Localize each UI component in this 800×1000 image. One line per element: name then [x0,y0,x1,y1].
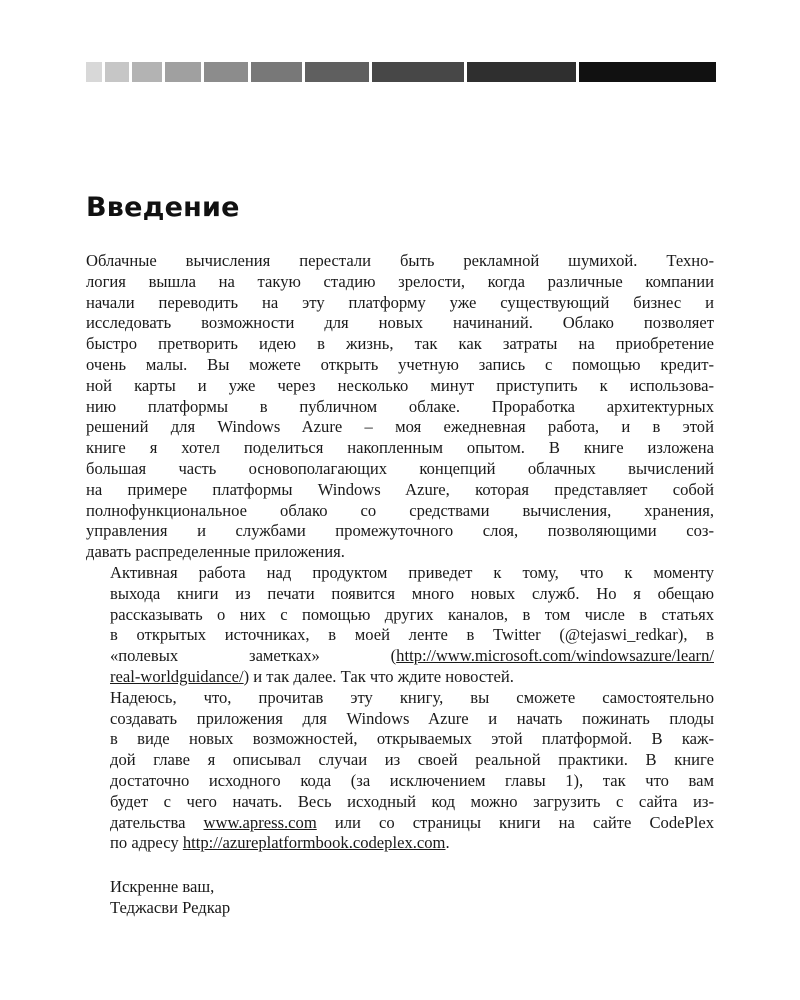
bar-segment [372,62,464,82]
text-line: Облачные вычисления перестали быть рекламной шумихой. Техно- [86,251,714,270]
text-line: начали переводить на эту платформу уже существующий бизнес и [86,292,714,312]
signature-closing: Искренне ваш, [110,877,215,896]
text-line: дой главе я описывал случаи из своей реальной практики. В книге [110,750,714,770]
text-line [86,646,714,667]
text-line: исследовать возможности для новых начинаний. Облако позволяет [86,313,714,333]
bar-segment [165,62,201,82]
text-segment: «полевых заметках» ( [110,646,397,666]
bar-segment [204,62,248,82]
text-line: управления и службами промежуточного слоя, позволяющими соз- [86,521,714,541]
text-line: создавать приложения для Windows Azure и начать пожинать плоды [110,708,714,728]
paragraph-3 [86,688,714,854]
text-line: полнофункциональное облако со средствами вычисления, хранения, [86,500,714,520]
signature-author: Теджасви Редкар [110,898,231,917]
text-line: решений для Windows Azure – моя ежедневная работа, и в этой [86,417,714,437]
paragraph-1 [86,251,714,563]
page-title: Введение [86,192,240,223]
text-line: ной карты и уже через несколько минут приступить к использова- [86,375,714,395]
bar-segment [305,62,369,82]
text-line: рассказывать о них с помощью других каналов, в том числе в статьях [110,604,714,624]
apress-link[interactable]: www.apress.com [203,812,317,832]
paragraph-2 [86,563,714,688]
text-line: достаточно исходного кода (за исключением главы 1), так что вам [110,770,714,790]
text-line: в виде новых возможностей, открываемых этой платформой. В каж- [110,729,714,749]
text-line: будет с чего начать. Весь исходный код можно загрузить с сайта из- [110,791,714,811]
text-line: на примере платформы Windows Azure, которая представляет собой [86,479,714,499]
text-segment: ) и так далее. Так что ждите новостей. [243,666,514,686]
microsoft-guidance-link-continued[interactable]: real-worldguidance/ [110,666,244,686]
text-line [86,813,714,834]
text-line [86,667,714,688]
text-line: очень малы. Вы можете открыть учетную запись с помощью кредит- [86,354,714,374]
microsoft-guidance-link[interactable]: http://www.microsoft.com/windowsazure/learn/ [396,646,714,666]
text-line: Надеюсь, что, прочитав эту книгу, вы сможете самостоятельно [110,687,714,707]
bar-segment [132,62,162,82]
text-line: Активная работа над продуктом приведет к тому, что к моменту [110,562,714,582]
text-segment: по адресу [110,833,183,853]
text-line: в открытых источниках, в моей ленте в Twitter (@tejaswi_redkar), в [110,625,714,645]
bar-segment [467,62,577,82]
text-segment: дательства [110,812,204,832]
bar-segment [251,62,303,82]
text-line: давать распределенные приложения. [86,542,345,562]
text-line [86,833,714,854]
body-text [86,251,714,854]
text-line: логия вышла на такую стадию зрелости, когда различные компании [86,271,714,291]
bar-segment [86,62,102,82]
text-line: выхода книги из печати появится много новых служб. Но я обещаю [110,583,714,603]
header-gradient-bar [86,62,716,82]
signature-block [110,876,230,918]
text-line: большая часть основополагающих концепций облачных вычислений [86,458,714,478]
text-segment: . [445,833,450,853]
bar-segment [105,62,129,82]
text-segment: или со страницы книги на сайте CodePlex [316,812,714,832]
text-line: книге я хотел поделиться накопленным опытом. В книге изложена [86,438,714,458]
codeplex-link[interactable]: http://azureplatformbook.codeplex.com [182,833,446,853]
bar-segment [579,62,716,82]
text-line: нию платформы в публичном облаке. Проработка архитектурных [86,396,714,416]
text-line: быстро претворить идею в жизнь, так как затраты на приобретение [86,334,714,354]
